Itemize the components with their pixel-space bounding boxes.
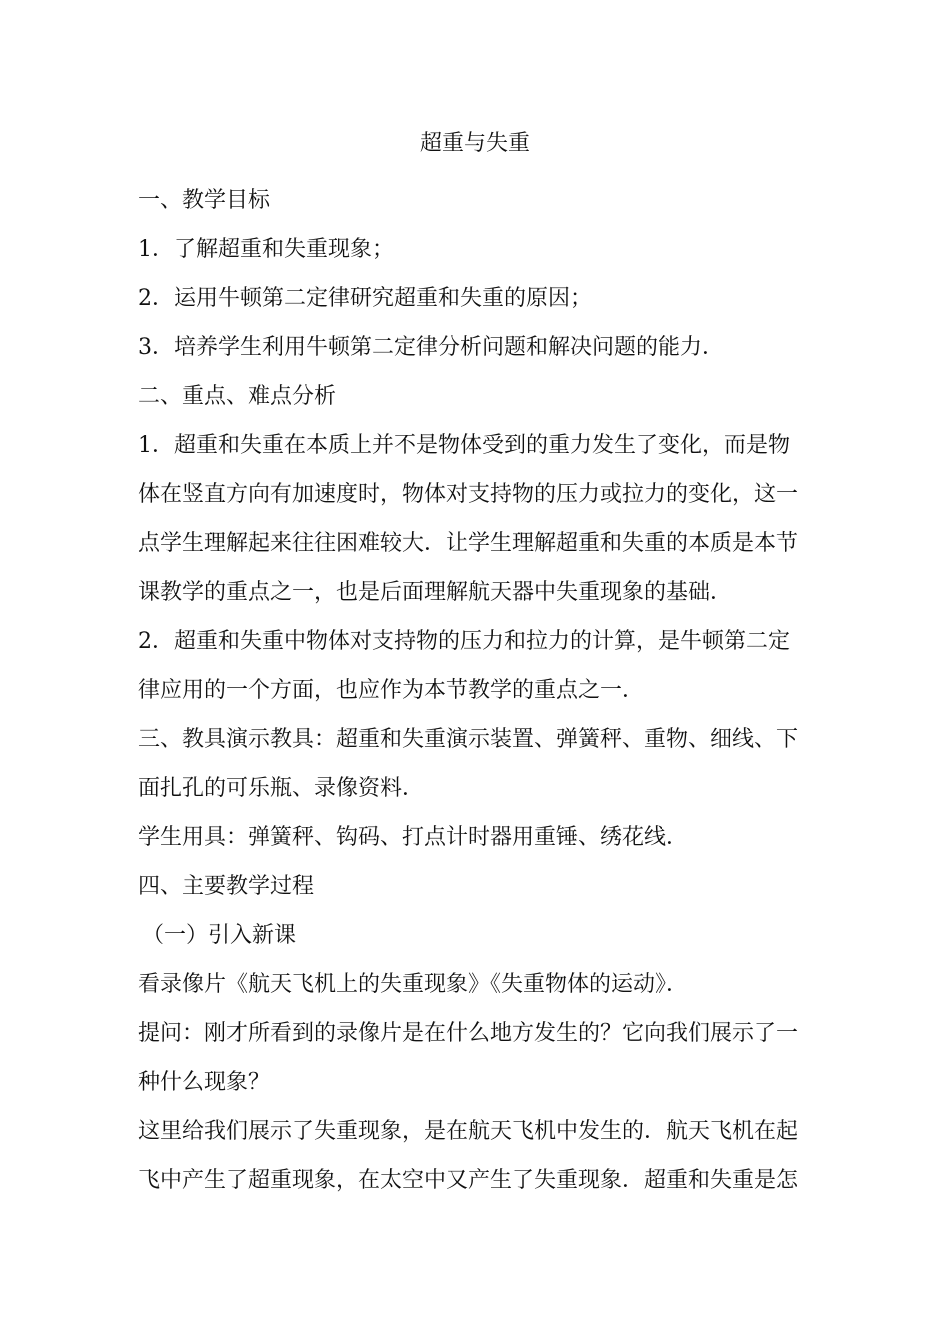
key-point-2-line-2: 律应用的一个方面，也应作为本节教学的重点之一． bbox=[138, 678, 645, 703]
key-point-1-line-3: 点学生理解起来往往困难较大．让学生理解超重和失重的本质是本节 bbox=[138, 531, 799, 556]
objective-2: 2．运用牛顿第二定律研究超重和失重的原因； bbox=[138, 286, 592, 311]
objective-1: 1．了解超重和失重现象； bbox=[138, 237, 394, 262]
process-video: 看录像片《航天飞机上的失重现象》《失重物体的运动》． bbox=[138, 972, 689, 997]
key-point-1-line-1: 1．超重和失重在本质上并不是物体受到的重力发生了变化，而是物 bbox=[138, 433, 790, 458]
document-body bbox=[138, 176, 810, 1205]
subheading-introduction: （一）引入新课 bbox=[142, 923, 297, 948]
teaching-aids-line-2: 面扎孔的可乐瓶、录像资料． bbox=[138, 776, 425, 801]
document-title: 超重与失重 bbox=[419, 131, 530, 156]
teaching-aids-line-1: 三、教具演示教具：超重和失重演示装置、弹簧秤、重物、细线、下 bbox=[138, 727, 799, 752]
key-point-1-line-4: 课教学的重点之一，也是后面理解航天器中失重现象的基础． bbox=[138, 580, 733, 605]
process-question-line-1: 提问：刚才所看到的录像片是在什么地方发生的？它向我们展示了一 bbox=[138, 1021, 799, 1046]
heading-teaching-objectives: 一、教学目标 bbox=[138, 188, 271, 213]
student-tools: 学生用具：弹簧秤、钩码、打点计时器用重锤、绣花线． bbox=[138, 825, 689, 850]
process-question-line-2: 种什么现象？ bbox=[138, 1070, 271, 1095]
heading-key-points: 二、重点、难点分析 bbox=[138, 384, 337, 409]
key-point-2-line-1: 2．超重和失重中物体对支持物的压力和拉力的计算，是牛顿第二定 bbox=[138, 629, 790, 654]
process-explanation-line-1: 这里给我们展示了失重现象，是在航天飞机中发生的．航天飞机在起 bbox=[138, 1119, 799, 1144]
heading-teaching-process: 四、主要教学过程 bbox=[138, 874, 315, 899]
key-point-1-line-2: 体在竖直方向有加速度时，物体对支持物的压力或拉力的变化，这一 bbox=[138, 482, 799, 507]
objective-3: 3．培养学生利用牛顿第二定律分析问题和解决问题的能力． bbox=[138, 335, 724, 360]
process-explanation-line-2: 飞中产生了超重现象，在太空中又产生了失重现象．超重和失重是怎 bbox=[138, 1168, 799, 1193]
